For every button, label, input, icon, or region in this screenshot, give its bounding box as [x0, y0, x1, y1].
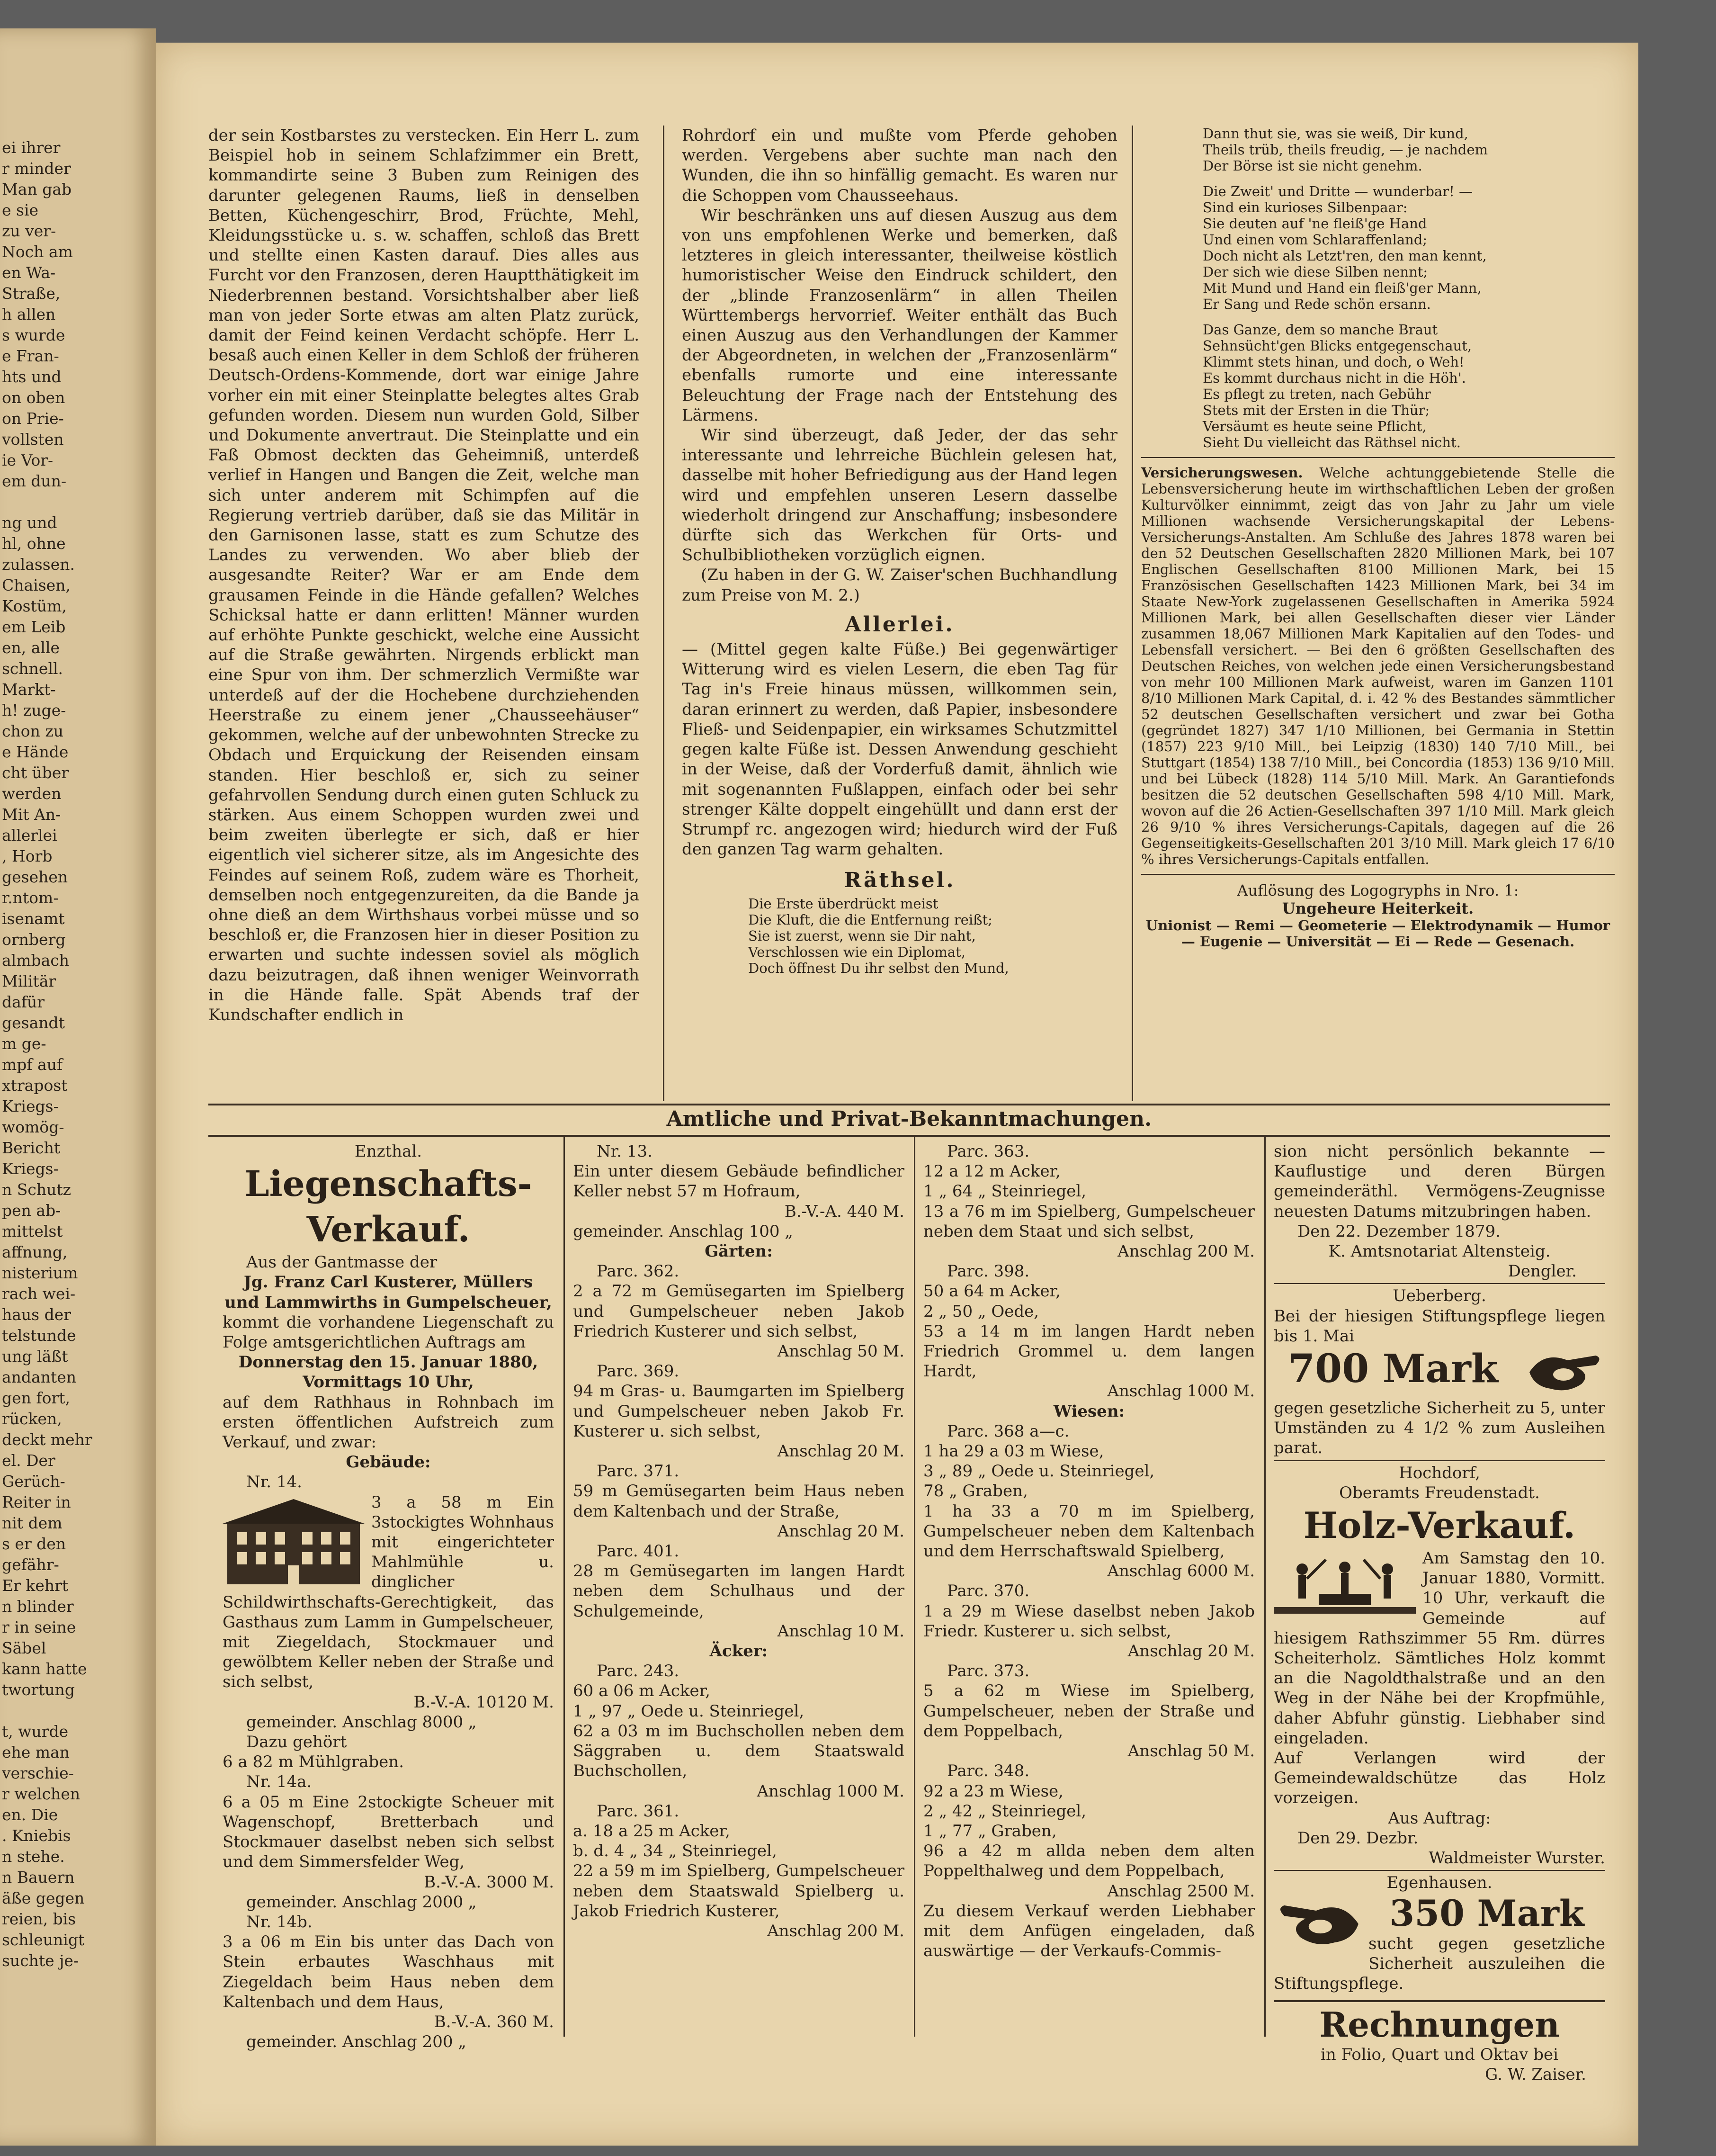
article-text: — (Mittel gegen kalte Füße.) Bei gegenwärtiger Witterung wird es vielen Lesern, die eben Tag für Tag in's Freie hinaus müssen, willkommen sein, daran erinnert zu werden, daß Papier, insbesondere Fließ- und Seidenpapier, ein wirksames Schutzmittel gegen kalte Füße ist. Dessen Anwendung geschieht in der Weise, daß der Vorderfuß damit, ähnlich wie mit sogenannten Fußlappen, einfach oder bei sehr strenger Kälte doppelt eingehüllt und dann erst der Strumpf rc. angezogen wird; hiedurch wird der Fuß den ganzen Tag warm gehalten.	[682, 640, 1117, 859]
lot-number: Parc. 348.	[947, 1761, 1030, 1781]
verse-line: Verschlossen wie ein Diplomat,	[748, 943, 965, 960]
left-page-text-fragment: ng und	[2, 513, 57, 532]
left-page-text-fragment: on Prie-	[2, 409, 64, 428]
lot-text: 92 a 23 m Wiese,	[923, 1781, 1064, 1801]
left-page-text-fragment: nisterium	[2, 1264, 78, 1282]
lot-number: Nr. 14.	[246, 1473, 302, 1492]
wood-sale-text	[1274, 1548, 1605, 1748]
estimate: gemeinder. Anschlag 8000 „	[246, 1712, 477, 1732]
left-page-text-fragment: Militär	[2, 972, 56, 990]
left-page-text-fragment: t, wurde	[2, 1722, 69, 1741]
logogriph-solution	[1141, 881, 1615, 950]
lot-text: 13 a 76 m im Spielberg, Gumpelscheuer neben dem Staat und sich selbst,	[923, 1202, 1255, 1241]
left-page-text-fragment: em dun-	[2, 472, 67, 490]
lot-text: 62 a 03 m im Buchschollen neben dem Säggraben u. dem Staatswald Buchschollen,	[573, 1721, 904, 1781]
left-page-text-fragment: hts und	[2, 368, 62, 386]
section-title-allerlei: Allerlei.	[845, 612, 955, 637]
left-page-text-fragment: , Horb	[2, 847, 53, 865]
verse-line: Mit Mund und Hand ein fleiß'ger Mann,	[1203, 280, 1482, 296]
left-page-text-fragment: m ge-	[2, 1034, 46, 1053]
left-page-text-fragment: n blinder	[2, 1597, 74, 1616]
verse-line: Die Erste überdrückt meist	[748, 895, 938, 912]
left-page-text-fragment: . Kniebis	[2, 1826, 71, 1845]
left-page-text-fragment: ie Vor-	[2, 451, 54, 469]
ad-column-1	[223, 1141, 554, 2052]
estimate: Anschlag 20 M.	[777, 1442, 904, 1461]
article-column-2	[682, 126, 1117, 976]
estimate: Anschlag 20 M.	[777, 1521, 904, 1541]
ad-subplace: Oberamts Freudenstadt.	[1339, 1483, 1540, 1502]
lot-text: b. d. 4 „ 34 „ Steinriegel,	[573, 1842, 777, 1861]
insurance-value: B.-V.-A. 3000 M.	[424, 1872, 554, 1892]
insurance-title: Versicherungswesen.	[1141, 465, 1303, 481]
solution-title: Ungeheure Heiterkeit.	[1282, 899, 1474, 917]
category-heading: Äcker:	[709, 1642, 768, 1661]
left-page-text-fragment: ehe man	[2, 1743, 70, 1761]
left-page-text-fragment: n stehe.	[2, 1847, 65, 1866]
estimate: Anschlag 50 M.	[777, 1342, 904, 1361]
section-divider	[1141, 457, 1615, 458]
ad-divider	[1274, 2000, 1605, 2002]
left-page-text-fragment: en Wa-	[2, 263, 56, 282]
left-page-text-fragment: h! zuge-	[2, 701, 66, 719]
lot-text: 22 a 59 m im Spielberg, Gumpelscheuer neben dem Staatswald Spielberg u. Jakob Friedrich Kusterer,	[573, 1861, 904, 1921]
left-page-text-fragment: ornberg	[2, 930, 66, 949]
lot-text: 1 „ 77 „ Graben,	[923, 1821, 1057, 1841]
lot-text: 6 a 05 m Eine 2stockigte Scheuer mit Wagenschopf, Bretterbach und Stockmauer daselbst neben sich selbst und dem Simmersfelder Weg,	[223, 1792, 554, 1872]
lot-number: Parc. 373.	[947, 1662, 1030, 1681]
left-page-text-fragment: Bericht	[2, 1139, 61, 1157]
lot-number: Parc. 369.	[597, 1362, 679, 1381]
lot-text: Ein unter diesem Gebäude befindlicher Keller nebst 57 m Hofraum,	[573, 1162, 904, 1201]
left-page-fragment	[0, 28, 156, 2146]
left-page-text-fragment: r minder	[2, 159, 71, 178]
ad-text: Bei der hiesigen Stiftungspflege liegen bis 1. Mai	[1274, 1306, 1605, 1346]
left-page-text-fragment: gefähr-	[2, 1555, 59, 1574]
article-text: Wir sind überzeugt, daß Jeder, der das sehr interessante und lehrreiche Büchlein gelesen hat, dasselbe mit hoher Befriedigung aus der Hand legen wird und empfehlen unseren Lesern dasselbe wiederholt dringend zur Anschaffung; insbesondere dürfte sich das Werkchen für Orts- und Schulbibliotheken vorzüglich eignen.	[682, 426, 1117, 565]
left-page-text-fragment: werden	[2, 784, 62, 803]
left-page-text-fragment: nit dem	[2, 1514, 63, 1532]
ad-text: in Folio, Quart und Oktav bei	[1321, 2045, 1558, 2064]
category-heading: Gebäude:	[346, 1453, 431, 1472]
ad-title-holz: Holz-Verkauf.	[1303, 1504, 1576, 1547]
verse-line: Der Börse ist sie nicht genehm.	[1203, 158, 1422, 174]
left-page-text-fragment: Man gab	[2, 180, 72, 198]
lot-number: Parc. 368 a—c.	[947, 1421, 1070, 1441]
lot-text: 3 a 06 m Ein bis unter das Dach von Stein erbautes Waschhaus mit Ziegeldach beim Haus neben dem Kaltenbach und dem Haus,	[223, 1932, 554, 2012]
column-divider	[1132, 126, 1133, 1101]
lot-text: 1 „ 64 „ Steinriegel,	[923, 1182, 1087, 1201]
left-page-text-fragment: schleunigt	[2, 1931, 85, 1949]
ad-column-2	[573, 1141, 904, 1941]
lot-text: Zu diesem Verkauf werden Liebhaber mit dem Anfügen eingeladen, daß auswärtige — der Verkaufs-Commis-	[923, 1901, 1255, 1961]
left-page-text-fragment: schnell.	[2, 659, 63, 678]
verse-line: Sehnsücht'gen Blicks entgegenschaut,	[1203, 338, 1472, 354]
section-divider	[1141, 874, 1615, 875]
lot-number: Parc. 401.	[597, 1542, 679, 1561]
lot-text: 1 ha 33 a 70 m im Spielberg, Gumpelscheuer neben dem Kaltenbach und dem Herrschaftswald Spielberg,	[923, 1501, 1255, 1561]
column-divider	[663, 126, 664, 1101]
left-page-text-fragment: em Leib	[2, 618, 66, 636]
left-page-text-fragment: gesandt	[2, 1014, 65, 1032]
lot-number: Parc. 362.	[597, 1262, 679, 1281]
left-page-text-fragment: e sie	[2, 201, 39, 219]
ad-title-liegenschaft: Liegenschafts-Verkauf.	[244, 1164, 532, 1250]
solution-text: Unionist — Remi — Geometerie — Elektrodynamik — Humor — Eugenie — Universität — Ei — Rede — Gesenach.	[1145, 917, 1610, 950]
left-page-text-fragment: äße gegen	[2, 1889, 85, 1907]
lot-text: 28 m Gemüsegarten im langen Hardt neben dem Schulhaus und der Schulgemeinde,	[573, 1562, 904, 1621]
left-page-text-fragment: n Schutz	[2, 1180, 71, 1199]
section-title-raethsel: Räthsel.	[844, 868, 956, 893]
left-page-text-fragment: twortung	[2, 1680, 75, 1699]
auction-date: Donnerstag den 15. Januar 1880,	[238, 1353, 538, 1372]
ad-date: Den 29. Dezbr.	[1297, 1828, 1419, 1848]
category-heading: Gärten:	[705, 1242, 773, 1261]
insurance-value: B.-V.-A. 10120 M.	[413, 1692, 554, 1712]
lot-number: Parc. 398.	[947, 1262, 1030, 1281]
ad-office: K. Amtsnotariat Altensteig.	[1328, 1242, 1551, 1261]
left-page-text-fragment: zu ver-	[2, 222, 56, 240]
lot-text: gemeinder. Anschlag 100 „	[573, 1222, 793, 1241]
lot-text: 78 „ Graben,	[923, 1482, 1028, 1501]
left-page-text-fragment: zulassen.	[2, 555, 75, 574]
ad-divider	[1274, 1870, 1605, 1871]
left-page-text-fragment: pen ab-	[2, 1201, 61, 1220]
lot-text: 50 a 64 m Acker,	[923, 1282, 1061, 1301]
left-page-text-fragment: ung läßt	[2, 1347, 68, 1365]
lot-number: Nr. 13.	[597, 1142, 652, 1161]
article-text: der sein Kostbarstes zu verstecken. Ein Herr L. zum Beispiel hob in seinem Schlafzimmer ein Brett, kommandirte seine 3 Buben zum Reinigen des darunter gelegenen Raums, ließ in denselben Betten, Küchengeschirr, Brod, Früchte, Mehl, Kleidungsstücke u. s. w. schaffen, schloß das Brett und stellte einen Kasten darauf. Dies alles aus Furcht vor den Franzosen, deren Hauptthätigkeit im Niederbrennen bestand. Vorsichtshalber aber ließ man von jeder Sorte etwas am alten Platz zurück, damit der Feind keinen Verdacht schöpfe. Herr L. besaß auch einen Keller in dem Schloß der früheren Deutsch-Ordens-Kommende, dort war einige Jahre vorher ein mit einer Steinplatte belegtes altes Grab gefunden worden. Diesem nun wurden Gold, Silber und Dokumente anvertraut. Die Steinplatte und ein Faß Obmost deckten das Geheimniß, unterdeß verlief in Hangen und Bangen die Zeit, welche man sich unter anderem mit Schimpfen auf die Regierung vertrieb darüber, daß sie das Militär in den Garnisonen lasse, statt es zum Schutze des Landes zu verwenden. Wo aber blieb der ausgesandte Reiter? War er am Ende dem grausamen Feinde in die Hände gefallen? Welches Schicksal hatte er dann erlitten! Männer wurden auf erhöhte Punkte geschickt, welche eine Aussicht auf die Straße gewährten. Nirgends erblickt man eine Spur von ihm. Der schmerzlich Vermißte war unterdeß auf der die Hochebene durchziehenden Heerstraße zu einem jener „Chausseehäuser“ gekommen, welche auf der unbewohnten Strecke zu Obdach und Erquickung der Reisenden einsam standen. Hier beschloß er, sich zu seiner gefahrvollen Sendung durch einen guten Schluck zu stärken. Aus einem Schoppen wurden zwei und beim zweiten überlegte er sich, daß er hier eigentlich viel sicherer sitze, als im Angesichte des Feindes auf seinem Roß, zudem wäre es Thorheit, demselben noch entgegenzureiten, da die Bande ja ohne dieß an dem Wirthshaus vorbei müsse und so beschloß er, die Franzosen hier in dieser Position zu erwarten und suchte indessen soviel als möglich dazu beizutragen, daß ihnen weniger Weinvorrath in die Hände falle. Spät Abends traf der Kundschafter endlich in	[208, 126, 639, 1024]
lot-text: 5 a 62 m Wiese im Spielberg, Gumpelscheuer, neben der Straße und dem Poppelbach,	[923, 1681, 1255, 1741]
left-page-text-fragment: xtrapost	[2, 1076, 68, 1095]
left-page-text-fragment: mittelst	[2, 1222, 63, 1240]
left-page-text-fragment: en. Die	[2, 1806, 58, 1824]
left-page-text-fragment: Chaisen,	[2, 576, 71, 594]
left-page-text-fragment: verschie-	[2, 1764, 74, 1782]
offer-amount: 700 Mark	[1288, 1346, 1498, 1392]
ad-signature: Waldmeister Wurster.	[1429, 1849, 1605, 1868]
money-offer-egenhausen	[1274, 1893, 1605, 1997]
left-page-text-fragment: Gerüch-	[2, 1472, 65, 1491]
left-page-text-fragment: andanten	[2, 1368, 77, 1386]
column-divider	[914, 1137, 915, 2037]
ad-text: auf dem Rathhaus in Rohnbach im ersten öffentlichen Aufstreich zum Verkauf, und zwar:	[223, 1392, 554, 1452]
estimate: Anschlag 1000 M.	[757, 1781, 904, 1801]
ad-place: Ueberberg.	[1393, 1286, 1486, 1306]
lot-text: 1 a 29 m Wiese daselbst neben Jakob Friedr. Kusterer u. sich selbst,	[923, 1601, 1255, 1641]
lot-text: 2 „ 42 „ Steinriegel,	[923, 1801, 1087, 1821]
ad-date: Den 22. Dezember 1879.	[1297, 1222, 1501, 1241]
left-page-text-fragment: Kriegs-	[2, 1097, 59, 1115]
left-page-text-fragment: Kriegs-	[2, 1159, 59, 1178]
verse-line	[1203, 312, 1615, 322]
ad-place: Enzthal.	[354, 1142, 422, 1161]
left-page-text-fragment: e Fran-	[2, 347, 59, 365]
left-page-text-fragment: suchte je-	[2, 1951, 79, 1970]
ad-text: sion nicht persönlich bekannte — Kauflustige und deren Bürgen gemeinderäthl. Vermögens-Zeugnisse neuesten Datums mitzubringen haben.	[1274, 1142, 1605, 1221]
left-page-text-fragment: Mit An-	[2, 805, 61, 824]
belongs-note: Dazu gehört	[246, 1733, 347, 1752]
verse-line: Die Zweit' und Dritte — wunderbar! —	[1203, 183, 1473, 199]
lot-number: Nr. 14a.	[246, 1772, 312, 1792]
ad-signature: G. W. Zaiser.	[1485, 2065, 1586, 2084]
verse-line: Klimmt stets hinan, und doch, o Weh!	[1203, 354, 1465, 370]
woodcutters-illustration	[1274, 1550, 1416, 1621]
left-page-text-fragment: n Bauern	[2, 1868, 75, 1886]
riddle-verse-continued	[1141, 126, 1615, 450]
estimate: B.-V.-A. 440 M.	[784, 1202, 904, 1221]
estimate: gemeinder. Anschlag 2000 „	[246, 1892, 477, 1912]
article-text: Rohrdorf ein und mußte vom Pferde gehoben werden. Vergebens aber suchte man nach den Wunden, die ihn so hinfällig gemacht. Es waren nur die Schoppen vom Chausseehaus.	[682, 126, 1117, 205]
newspaper-page	[156, 43, 1638, 2146]
left-page-text-fragment: reien, bis	[2, 1910, 76, 1928]
ad-place: Egenhausen.	[1386, 1873, 1493, 1893]
lot-text: 3 „ 89 „ Oede u. Steinriegel,	[923, 1462, 1155, 1481]
debtor-name: Jg. Franz Carl Kusterer, Müllers	[243, 1273, 533, 1292]
left-page-text-fragment: e Hände	[2, 743, 69, 761]
lot-number: Parc. 363.	[947, 1142, 1030, 1161]
left-page-text-fragment: Er kehrt	[2, 1576, 69, 1595]
verse-line	[1203, 174, 1615, 183]
left-page-text-fragment: r in seine	[2, 1618, 76, 1636]
estimate: Anschlag 50 M.	[1127, 1742, 1255, 1761]
left-page-text-fragment: h allen	[2, 305, 56, 323]
left-page-text-fragment: Reiter in	[2, 1493, 71, 1511]
left-page-text-fragment: isenamt	[2, 909, 65, 928]
estimate: Anschlag 2500 M.	[1107, 1881, 1255, 1901]
verse-line: Er Sang und Rede schön ersann.	[1203, 296, 1431, 312]
verse-line: Dann thut sie, was sie weiß, Dir kund,	[1203, 126, 1468, 142]
lot-text: 53 a 14 m im langen Hardt neben Friedrich Grommel u. dem langen Hardt,	[923, 1321, 1255, 1381]
lot-text: 12 a 12 m Acker,	[923, 1162, 1061, 1181]
ad-title-rechnungen: Rechnungen	[1319, 2004, 1560, 2045]
lot-text: 96 a 42 m allda neben dem alten Poppelthalweg und dem Poppelbach,	[923, 1842, 1255, 1881]
left-page-text-fragment: Noch am	[2, 243, 73, 261]
lot-text: 3 a 58 m Ein 3stockigtes Wohnhaus mit eingerichteter Mahlmühle u. dinglicher Schildwirthschafts-Gerechtigkeit, das Gasthaus zum Lamm in Gumpelscheuer, mit Ziegeldach, Stockmauer und gewölbtem Keller neben der Straße und sich selbst,	[223, 1492, 554, 1692]
solution-heading: Auflösung des Logogryphs in Nro. 1:	[1237, 881, 1519, 899]
ad-text: Auf Verlangen wird der Gemeindewaldschütze das Holz vorzeigen.	[1274, 1749, 1605, 1808]
mill-house-illustration	[223, 1494, 365, 1589]
left-page-text-fragment: deckt mehr	[2, 1430, 92, 1449]
column-divider	[1264, 1137, 1266, 2037]
ad-place: Hochdorf,	[1399, 1463, 1480, 1482]
left-page-text-fragment: s er den	[2, 1535, 66, 1553]
left-page-text-fragment: allerlei	[2, 826, 57, 844]
riddle-verse	[682, 896, 1117, 976]
ad-divider	[1274, 1283, 1605, 1284]
left-page-text-fragment: el. Der	[2, 1451, 55, 1470]
verse-line: Es pflegt zu treten, nach Gebühr	[1203, 386, 1431, 402]
column-divider	[563, 1137, 565, 2037]
category-heading: Wiesen:	[1053, 1401, 1125, 1421]
left-page-text-fragment: dafür	[2, 993, 45, 1011]
ad-signature: Dengler.	[1508, 1262, 1577, 1281]
estimate: Anschlag 10 M.	[777, 1621, 904, 1641]
header-rule	[208, 1104, 1610, 1105]
verse-line: Die Kluft, die die Entfernung reißt;	[748, 911, 992, 928]
verse-line: Theils trüb, theils freudig, — je nachdem	[1203, 142, 1488, 158]
lot-text: 1 „ 97 „ Oede u. Steinriegel,	[573, 1701, 804, 1721]
left-page-text-fragment: rach wei-	[2, 1285, 76, 1303]
left-page-text-fragment: Kostüm,	[2, 597, 67, 615]
left-page-text-fragment: telstunde	[2, 1326, 76, 1345]
left-page-text-fragment: s wurde	[2, 326, 65, 344]
left-page-text-fragment: Säbel	[2, 1639, 46, 1657]
left-page-text-fragment: womög-	[2, 1118, 64, 1136]
verse-line: Stets mit der Ersten in die Thür;	[1203, 402, 1430, 418]
lot-text: 94 m Gras- u. Baumgarten im Spielberg und Gumpelscheuer neben Jakob Fr. Kusterer u. sich selbst,	[573, 1382, 904, 1441]
lot-number: Parc. 243.	[597, 1662, 679, 1681]
verse-line: Sie deuten auf 'ne fleiß'ge Hand	[1203, 216, 1427, 232]
hand-pointer-icon	[1274, 1893, 1364, 1955]
article-column-3	[1141, 126, 1615, 950]
header-rule	[208, 1135, 1610, 1137]
estimate: Anschlag 1000 M.	[1107, 1382, 1255, 1401]
hand-pointer-icon	[1525, 1346, 1605, 1398]
verse-line: Doch nicht als Letzt'ren, den man kennt,	[1203, 248, 1487, 264]
left-page-text-fragment: cht über	[2, 764, 69, 782]
insurance-article	[1141, 465, 1615, 867]
estimate: Anschlag 6000 M.	[1107, 1562, 1255, 1581]
wood-sale-body: Am Samstag den 10. Januar 1880, Vormitt. 10 Uhr, verkauft die Gemeinde auf hiesigem Rathszimmer 55 Rm. dürres Scheiterholz. Sämtliches Holz kommt an die Nagoldthalstraße und an den Weg in der Nähe bei der Kropfmühle, daher Abfuhr günstig. Liebhaber sind eingeladen.	[1274, 1549, 1605, 1748]
insurance-value: B.-V.-A. 360 M.	[434, 2012, 554, 2031]
verse-line: Sind ein kurioses Silbenpaar:	[1203, 199, 1408, 216]
left-page-text-fragment: vollsten	[2, 430, 64, 449]
ad-column-4	[1274, 1141, 1605, 2084]
verse-line: Und einen vom Schlaraffenland;	[1203, 232, 1428, 248]
article-text: Wir beschränken uns auf diesen Auszug aus dem von uns empfohlenen Werke und bemerken, daß letzteres in gleich interessanter, theilweise köstlich humoristischer Weise den Eindruck schildert, den der „blinde Franzosenlärm“ in allen Theilen Württembergs hervorrief. Weiter enthält das Buch einen Auszug aus den Verhandlungen der Kammer der Abgeordneten, in welchen der „Franzosenlärm“ ebenfalls rumorte und eine interessante Beleuchtung der Frage nach der Entstehung des Lärmens.	[682, 206, 1117, 425]
article-text: (Zu haben in der G. W. Zaiser'schen Buchhandlung zum Preise von M. 2.)	[682, 566, 1117, 605]
ad-order: Aus Auftrag:	[1388, 1808, 1491, 1828]
verse-line: Versäumt es heute seine Pflicht,	[1203, 418, 1427, 434]
verse-line: Es kommt durchaus nicht in die Höh'.	[1203, 370, 1466, 386]
left-page-text-fragment: affnung,	[2, 1243, 68, 1261]
lot-number: Nr. 14b.	[246, 1912, 313, 1931]
ads-header: Amtliche und Privat-Bekanntmachungen.	[666, 1107, 1152, 1131]
debtor-name: und Lammwirths in Gumpelscheuer,	[224, 1293, 552, 1312]
left-page-text-fragment: r.ntom-	[2, 889, 59, 907]
left-page-text-fragment: mpf auf	[2, 1055, 63, 1074]
estimate: Anschlag 200 M.	[767, 1921, 904, 1940]
ad-text: gegen gesetzliche Sicherheit zu 5, unter Umständen zu 4 1/2 % zum Ausleihen parat.	[1274, 1399, 1605, 1458]
left-page-text-fragment: Markt-	[2, 680, 56, 699]
lot-text: 59 m Gemüsegarten beim Haus neben dem Kaltenbach und der Straße,	[573, 1482, 904, 1521]
left-page-text-fragment: almbach	[2, 951, 70, 970]
verse-line: Doch öffnest Du ihr selbst den Mund,	[748, 960, 1009, 976]
estimate: Anschlag 200 M.	[1117, 1242, 1255, 1261]
verse-line: Der sich wie diese Silben nennt;	[1203, 264, 1428, 280]
lot-text: a. 18 a 25 m Acker,	[573, 1821, 730, 1841]
lot-text: 2 a 72 m Gemüsegarten im Spielberg und Gumpelscheuer neben Jakob Friedrich Kusterer und sich selbst,	[573, 1282, 904, 1341]
lot-number: Parc. 370.	[947, 1581, 1030, 1601]
lot-text: 1 ha 29 a 03 m Wiese,	[923, 1442, 1104, 1461]
lot-text: 60 a 06 m Acker,	[573, 1681, 710, 1701]
lot-text: 2 „ 50 „ Oede,	[923, 1302, 1039, 1321]
lot-text: 6 a 82 m Mühlgraben.	[223, 1752, 404, 1772]
estimate: Anschlag 20 M.	[1127, 1642, 1255, 1661]
lot-number: Parc. 371.	[597, 1462, 679, 1481]
verse-line: Sieht Du vielleicht das Räthsel nicht.	[1203, 434, 1461, 450]
ad-divider	[1274, 1460, 1605, 1461]
left-page-text-fragment: Straße,	[2, 284, 61, 303]
left-page-text-fragment: en, alle	[2, 638, 60, 657]
left-page-text-fragment: hl, ohne	[2, 534, 66, 553]
left-page-text-fragment: r welchen	[2, 1785, 80, 1803]
ad-text: kommt die vorhandene Liegenschaft zu Folge amtsgerichtlichen Auftrags am	[223, 1312, 554, 1352]
left-page-text-fragment: on oben	[2, 388, 65, 407]
left-page-text-fragment: ei ihrer	[2, 138, 61, 157]
ad-text: sucht gegen gesetzliche Sicherheit auszuleihen die Stiftungspflege.	[1274, 1934, 1605, 1993]
left-page-text-fragment: gesehen	[2, 868, 68, 886]
insurance-text: Welche achtunggebietende Stelle die Lebensversicherung heute im wirthschaftlichen Leben der großen Kulturvölker einnimmt, zeigt das von Jahr zu Jahr um viele Millionen wachsende Versicherungskapital der Lebens-Versicherungs-Anstalten. Am Schluße des Jahres 1878 waren bei den 52 Deutschen Gesellschaften 2820 Millionen Mark, bei 107 Englischen Gesellschaften 8100 Millionen Mark, bei 15 Französischen Gesellschaften 1423 Millionen Mark, bei 34 im Staate New-York zugelassenen Gesellschaften in Amerika 5924 Millionen Mark, bei allen Gesellschaften dieser vier Länder zusammen 18,067 Millionen Mark Kapitalien auf den Todes- und Lebensfall versichert. — Bei den 6 größten Gesellschaften des Deutschen Reiches, von welchen jede einen Versicherungsbestand von mehr 100 Millionen Mark aufweist, waren im Ganzen 1101 8/10 Millionen Mark Capital, d. i. 42 % des Bestandes sämmtlicher 52 deutschen Gesellschaften versichert und zwar bei Gotha (gegründet 1827) 347 1/10 Millionen, bei Germania in Stettin (1857) 223 9/10 Mill., bei Leipzig (1830) 140 7/10 Mill., bei Stuttgart (1854) 138 7/10 Mill., bei Concordia (1853) 136 9/10 Mill. und bei Lübeck (1828) 114 5/10 Mill. Mark. An Garantiefonds besitzen die 52 deutschen Gesellschaften 598 4/10 Mill. Mark, wovon auf die 26 Actien-Gesellschaften 397 1/10 Mill. Mark gleich 26 9/10 % ihres Versicherungs-Capitals, dagegen auf die 26 Gegenseitigkeits-Gesellschaften 201 3/10 Mill. Mark gleich 17 6/10 % ihres Versicherungs-Capitals entfallen.	[1141, 465, 1615, 867]
verse-line: Das Ganze, dem so manche Braut	[1203, 322, 1438, 338]
estimate: gemeinder. Anschlag 200 „	[246, 2032, 466, 2052]
left-page-text-fragment: chon zu	[2, 722, 63, 740]
ad-intro: Aus der Gantmasse der	[246, 1253, 438, 1272]
auction-time: Vormittags 10 Uhr,	[303, 1373, 474, 1392]
left-page-text-fragment: rücken,	[2, 1410, 62, 1428]
lot-number: Parc. 361.	[597, 1801, 679, 1821]
ad-column-3	[923, 1141, 1255, 1961]
article-column-1	[208, 126, 639, 1025]
left-page-text-fragment: haus der	[2, 1305, 72, 1324]
left-page-text-fragment: gen fort,	[2, 1389, 71, 1407]
verse-line: Sie ist zuerst, wenn sie Dir naht,	[748, 927, 976, 944]
money-offer	[1274, 1346, 1605, 1398]
lot-description	[223, 1492, 554, 1692]
left-page-text-fragment: kann hatte	[2, 1660, 87, 1678]
offer-amount: 350 Mark	[1389, 1892, 1584, 1934]
